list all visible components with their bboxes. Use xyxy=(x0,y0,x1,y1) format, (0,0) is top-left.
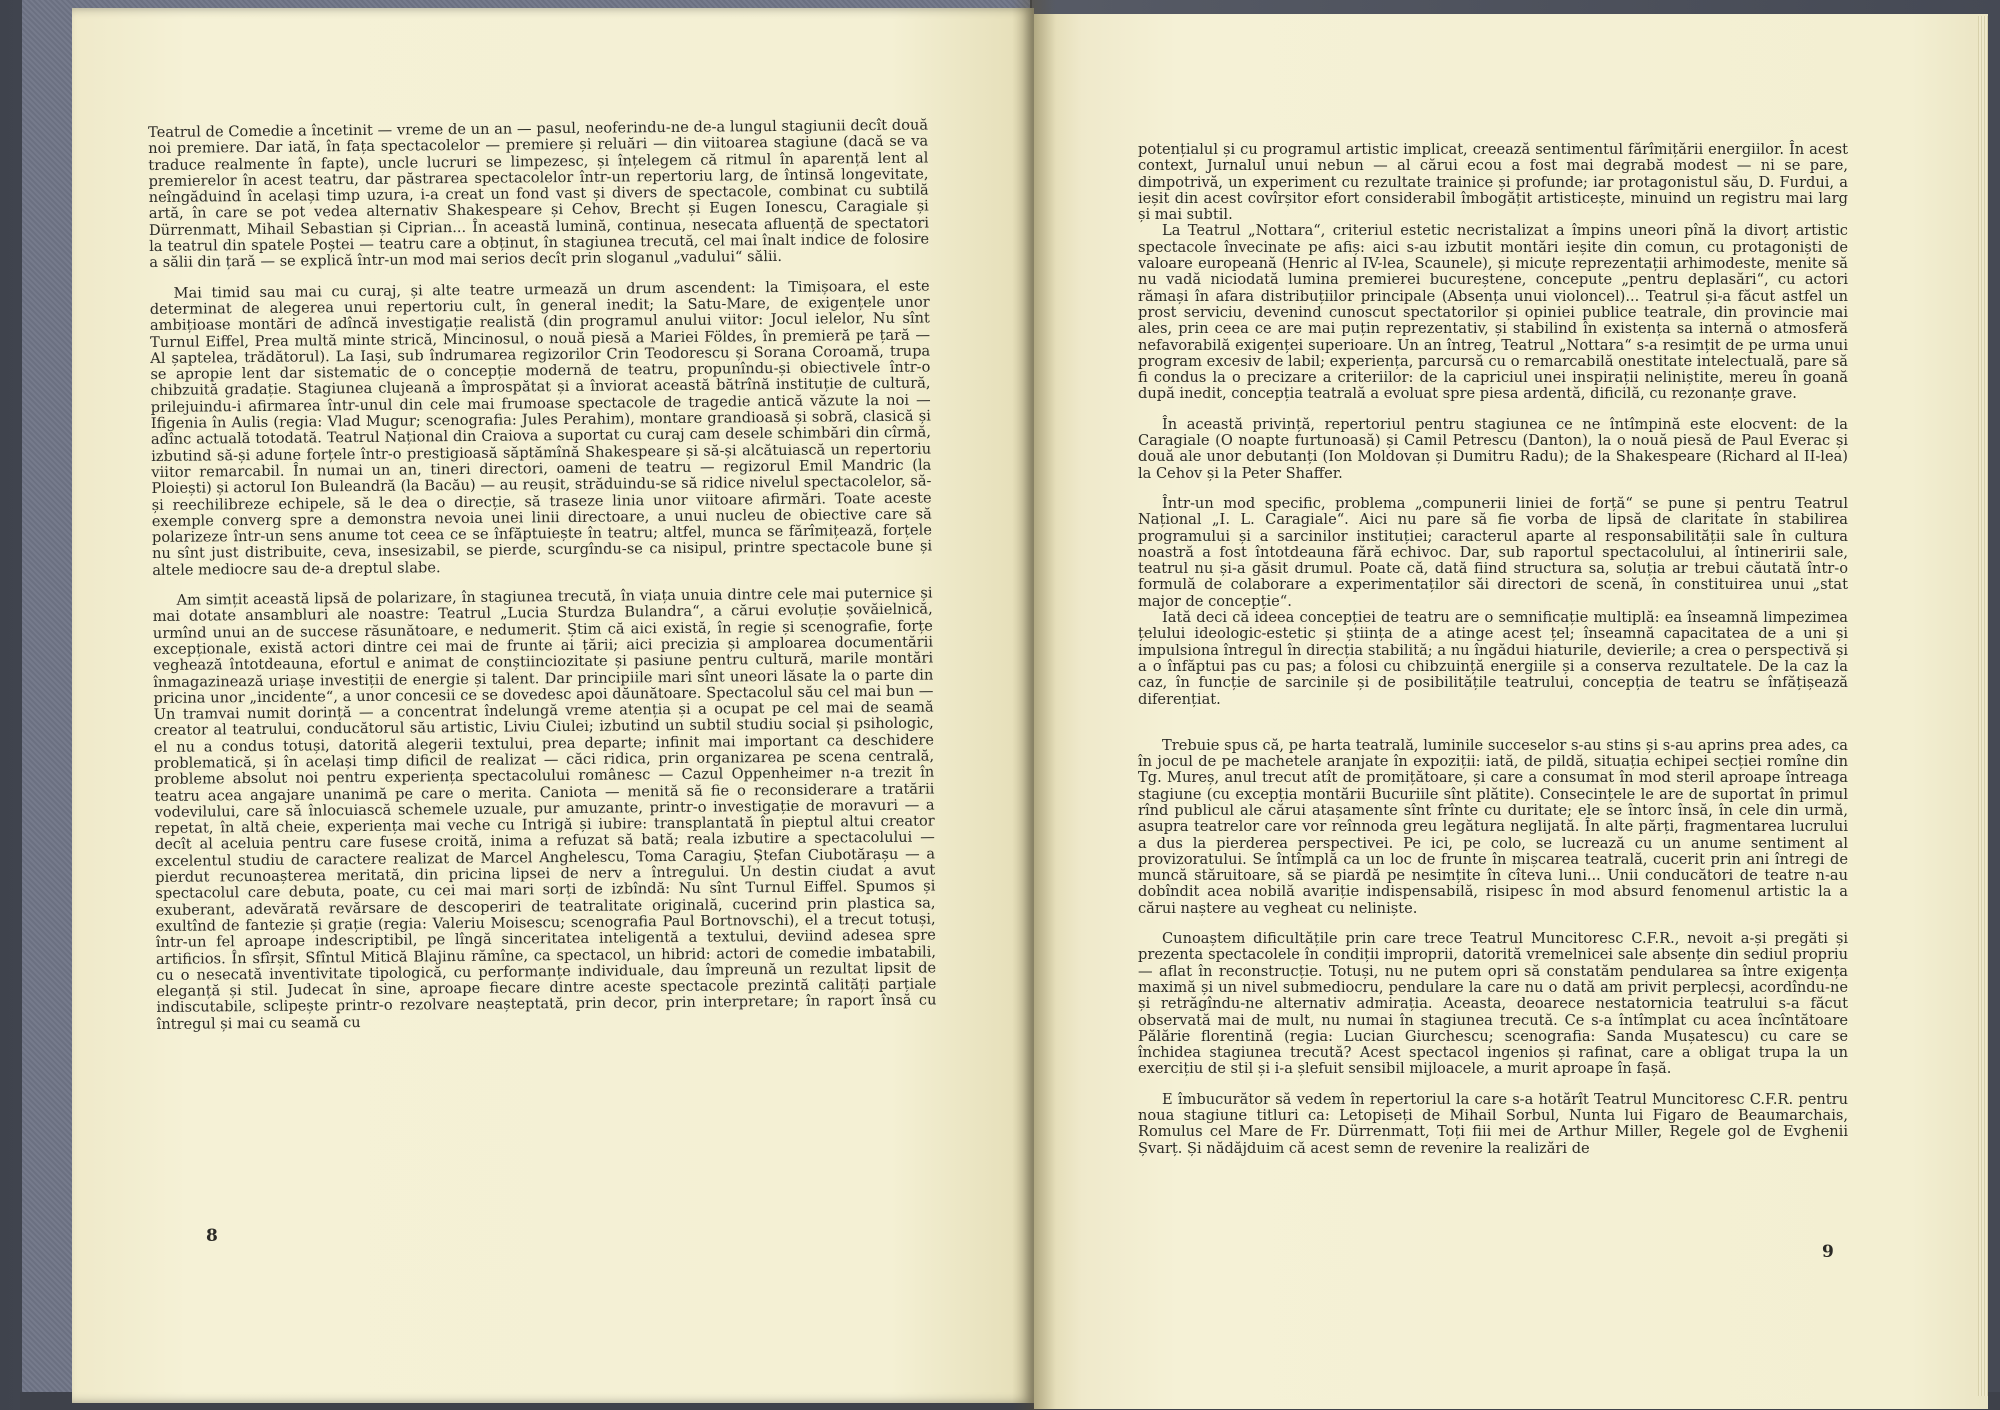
paragraph: În această privință, repertoriul pentru stagiunea ce ne întîmpină este elocvent: de la Caragiale (O noapte furtunoasă) și Camil Petrescu (Danton), la o nouă piesă de Paul Everac și două ale unor debutanți (Ion Moldovan și Dumitru Radu); de la Shakespeare (Richard al II-lea) la Cehov și la Peter Shaffer. xyxy=(1138,415,1848,482)
page-edges xyxy=(1978,16,1988,1396)
paragraph: La Teatrul „Nottara“, criteriul estetic necristalizat a împins uneori pînă la divorț artistic spectacole învecinate pe afiș: aici s-au izbutit montări ieșite din comun, cu protagoniști de valoare europeană (Henric al IV-lea, Scaunele), și micuțe reprezentații arhimodeste, menite să nu vadă niciodată lumina premierei bucureștene, concepute „pentru deplasări“, cu actori rămași în afara distribuțiilor principale (Absența unui violoncel)... Teatrul și-a făcut astfel un prost serviciu, devenind cunoscut spectatorilor și opiniei publice teatrale, din provincie mai ales, prin ceea ce are mai puțin reprezentativ, și stabilind în existența sa internă o atmosferă nefavorabilă exigenței superioare. Un an întreg, Teatrul „Nottara“ s-a resimțit de pe urma unui program excesiv de labil; experiența, parcursă cu o remarcabilă onestitate intelectuală, pare să fi condus la o precizare a criteriilor: de la capriciul unei inspirații neliniștite, mereu în goană după inedit, concepția teatrală a evoluat spre piesa ardentă, dificilă, cu rezonanțe grave. xyxy=(1138,222,1848,403)
paragraph: Iată deci că ideea concepției de teatru are o semnificație multiplă: ea înseamnă limpezimea țelului ideologic-estetic și știința de a atinge acest țel; înseamnă capacitatea de a uni și impulsiona întregul în direcția stabilită; a nu îngădui hiaturile, devierile; a crea o perspectivă și a o înfăptui pas cu pas; a folosi cu chibzuință energiile și a conserva rezultatele. De la caz la caz, în funcție de sarcinile și de posibilitățile teatrului, concepția de teatru se înfățișează diferențiat. xyxy=(1138,609,1848,708)
paragraph: Am simțit această lipsă de polarizare, în stagiunea trecută, în viața unuia dintre cele mai puternice și mai dotate ansambluri ale noastre: Teatrul „Lucia Sturdza Bulandra“, a cărui evoluție șovăielnică, urmînd unui an de succese răsunătoare, e nedumerit. Știm că aici există, în regie și scenografie, forțe excepționale, există actori dintre cei mai de frunte ai țării; aici precizia și amploarea documentării veghează întotdeauna, efortul e animat de conștiinciozitate și pasiune pentru cultură, marile montări înmagazinează uriașe investiții de energie și talent. Dar principiile mari sînt uneori lăsate la o parte din pricina unor „incidente“, a unor concesii ce se dovedesc apoi dăunătoare. Spectacolul său cel mai bun — Un tramvai numit dorință — a concentrat îndelungă vreme atenția și a ocupat pe cel mai de seamă creator al teatrului, conducătorul său artistic, Liviu Ciulei; izbutind un subtil studiu social și psihologic, el nu a condus totuși, datorită alegerii textului, prea departe; infinit mai important ca deschidere problematică, și în același timp dificil de realizat — căci ridica, prin organizarea pe scena centrală, probleme absolut noi pentru experiența spectacolului românesc — Cazul Oppenheimer n-a trezit în teatru acea angajare unanimă pe care o merita. Caniota — menită să fie o reconsiderare a tratării vodevilului, care să înlocuiască schemele uzuale, pur amuzante, printr-o investigație de moravuri — a repetat, în altă cheie, experiența mai veche cu Intrigă și iubire: transplantată în pieptul altui creator decît al aceluia pentru care fusese croită, inima a refuzat să bată; reala izbutire a spectacolului — excelentul studiu de caractere realizat de Marcel Anghelescu, Toma Caragiu, Ștefan Ciubotărașu — a pierdut recunoașterea meritată, din pricina lipsei de nerv a întregului. Un destin ciudat a avut spectacolul care debuta, poate, cu cei mai mari sorți de izbîndă: Nu sînt Turnul Eiffel. Spumos și exuberant, adevărată revărsare de descoperiri de teatralitate originală, cucerind prin plastica sa, exultînd de fantezie și grație (regia: Valeriu Moisescu; scenografia Paul Bortnovschi), el a trecut totuși, într-un fel aproape indescriptibil, pe lîngă sinceritatea inteligentă a textului, deviind adesea spre artificios. În sfîrșit, Sfîntul Mitică Blajinu rămîne, ca spectacol, un hibrid: actori de comedie imbatabili, cu o nesecată inventivitate tipologică, cu performanțe individuale, dau împreună un rezultat lipsit de eleganță și stil. Judecat în sine, aproape fiecare dintre aceste spectacole prezintă calități parțiale indiscutabile, sclipește printr-o rezolvare neașteptată, prin decor, prin interpretare; în raport însă cu întregul și mai cu seamă cu xyxy=(152,584,937,1033)
right-page-text xyxy=(1138,142,1848,1157)
paragraph: potențialul și cu programul artistic implicat, creează sentimentul fărîmițării energiilor. În acest context, Jurnalul unui nebun — al cărui ecou a fost mai degrabă modest — ni se pare, dimpotrivă, un experiment cu rezultate trainice și profunde; iar protagonistul său, D. Furdui, a ieșit din acest covîrșitor efort considerabil îmbogățit artisticește, minuind un registru mai larg și mai subtil. xyxy=(1138,141,1848,224)
paragraph: Teatrul de Comedie a încetinit — vreme de un an — pasul, neoferindu-ne de-a lungul stagiunii decît două noi premiere. Dar iată, în fața spectacolelor — premiere și reluări — din viitoarea stagiune (dacă se va traduce realmente în fapte), uncle lucruri se limpezesc, și înțelegem că ritmul în aparență lent al premierelor în acest teatru, dar păstrarea spectacolelor într-un repertoriu larg, de întinsă longevitate, neîngăduind în același timp uzura, i-a creat un fond vast și divers de spectacole, combinat cu subtilă artă, în care se pot vedea alternativ Shakespeare și Cehov, Brecht și Eugen Ionescu, Caragiale și Dürrenmatt, Mihail Sebastian și Ciprian... În această lumină, continua, nesecata afluență de spectatori la teatrul din spatele Poștei — teatru care a obținut, în stagiunea trecută, cel mai înalt indice de folosire a sălii din țară — se explică într-un mod mai serios decît prin sloganul „vadului“ sălii. xyxy=(147,116,930,272)
paragraph: Mai timid sau mai cu curaj, și alte teatre urmează un drum ascendent: la Timișoara, el este determinat de alegerea unui repertoriu cult, în general inedit; la Satu-Mare, de exigențele unor ambițioase montări de adîncă investigație realistă (din programul anului viitor: Jocul ielelor, Nu sînt Turnul Eiffel, Prea multă minte strică, Mincinosul, o nouă piesă a Mariei Földes, în premieră pe țară — Al șaptelea, trădătorul). La Iași, sub îndrumarea regizorilor Crin Teodorescu și Sorana Coroamă, trupa se apropie lent dar sistematic de o concepție modernă de teatru, propunîndu-și obiectivele într-o chibzuită gradație. Stagiunea clujeană a împrospătat și a înviorat această bătrînă instituție de cultură, prilejuindu-i afirmarea într-unul din cele mai frumoase spectacole de tragedie antică văzute la noi — Ifigenia în Aulis (regia: Vlad Mugur; scenografia: Jules Perahim), montare grandioasă și sobră, clasică și adînc actuală totodată. Teatrul Național din Craiova a suportat cu curaj cam desele schimbări din cîrmă, izbutind să-și adune forțele într-o prestigioasă săptămînă Shakespeare și să-și alcătuiască un repertoriu viitor remarcabil. În numai un an, tineri directori, oameni de teatru — regizorul Emil Mandric (la Ploiești) și actorul Ion Buleandră (la Bacău) — au reușit, străduindu-se să ridice nivelul spectacolelor, să-și reechilibreze echipele, să le dea o direcție, să traseze linia unor viitoare afirmări. Toate aceste exemple converg spre a demonstra nevoia unei linii directoare, a unui nucleu de obiective care să polarizeze într-un sens anume tot ceea ce se înfăptuiește în teatru; altfel, munca se fărîmițează, forțele nu sînt just distribuite, ceva, insesizabil, se pierde, scurgîndu-se ca nisipul, printre spectacole bune și altele mediocre sau de-a dreptul slabe. xyxy=(149,277,933,579)
book-spine xyxy=(1012,0,1056,1410)
paragraph: Cunoaștem dificultățile prin care trece Teatrul Muncitoresc C.F.R., nevoit a-și pregăti și prezenta spectacolele în condiții improprii, datorită vremelnicei sale absențe din sediul propriu — aflat în reconstrucție. Totuși, nu ne putem opri să constatăm pendularea sa între exigența maximă și un nivel submediocru, pendulare la care nu o dată am privit perplecși, acordîndu-ne și retrăgîndu-ne alternativ admirația. Aceasta, deoarece nestatornicia teatrului s-a făcut observată mai de mult, nu numai în stagiunea trecută. Ce s-a întîmplat cu acea încîntătoare Pălărie florentină (regia: Lucian Giurchescu; scenografia: Sanda Mușatescu) cu care se închidea stagiunea trecută? Acest spectacol ingenios și rafinat, care a obligat trupa la un exercițiu de stil și i-a șlefuit sensibil mijloacele, a murit aproape în fașă. xyxy=(1138,930,1848,1078)
paragraph: Trebuie spus că, pe harta teatrală, luminile succeselor s-au stins și s-au aprins prea ades, ca în jocul de pe machetele aranjate în expoziții: iată, de pildă, situația echipei secției romîne din Tg. Mureș, anul trecut atît de promițătoare, și care a consumat în mod steril aproape întreaga stagiune (cu excepția montării Bucuriile sînt plătite). Consecințele le are de suportat în primul rînd publicul ale cărui atașamente sînt frînte cu duritate; ele se întorc însă, în cele din urmă, asupra teatrelor care vor reînnoda greu legătura neglijată. În alte părți, fragmentarea lucrului a dus la pierderea perspectivei. Pe ici, pe colo, se lucrează cu un anume sentiment al provizoratului. Se întîmplă ca un loc de frunte în mișcarea teatrală, cucerit prin ani întregi de muncă stăruitoare, să se piardă pe nesimțite în cîteva luni... Unii conducători de teatre n-au dobîndit acea nobilă avariție indispensabilă, risipesc în mod absurd fenomenul artistic la a cărui naștere au vegheat cu neliniște. xyxy=(1138,736,1848,917)
left-page-text xyxy=(148,118,937,1033)
page-number: 8 xyxy=(206,1226,218,1246)
paragraph: E îmbucurător să vedem în repertoriul la care s-a hotărît Teatrul Muncitoresc C.F.R. pentru noua stagiune titluri ca: Letopiseți de Mihail Sorbul, Nunta lui Figaro de Beaumarchais, Romulus cel Mare de Fr. Dürrenmatt, Toți fiii mei de Arthur Miller, Regele gol de Evghenii Șvarț. Și nădăjduim că acest semn de revenire la realizări de xyxy=(1138,1090,1848,1157)
paragraph: Într-un mod specific, problema „compunerii liniei de forță“ se pune și pentru Teatrul Național „I. L. Caragiale“. Aici nu pare să fie vorba de lipsă de claritate în stabilirea programului și a sarcinilor instituției; caracterul aparte al responsabilității sale în cultura noastră a fost întotdeauna fără echivoc. Dar, sub raportul spectacolului, al întineririi sale, teatrul nu și-a găsit drumul. Poate că, dată fiind structura sa, soluția ar trebui căutată într-o formulă de colaborare a experimentaților săi directori de scenă, în constituirea unui „stat major de concepție“. xyxy=(1138,494,1848,610)
page-number: 9 xyxy=(1822,1242,1834,1262)
